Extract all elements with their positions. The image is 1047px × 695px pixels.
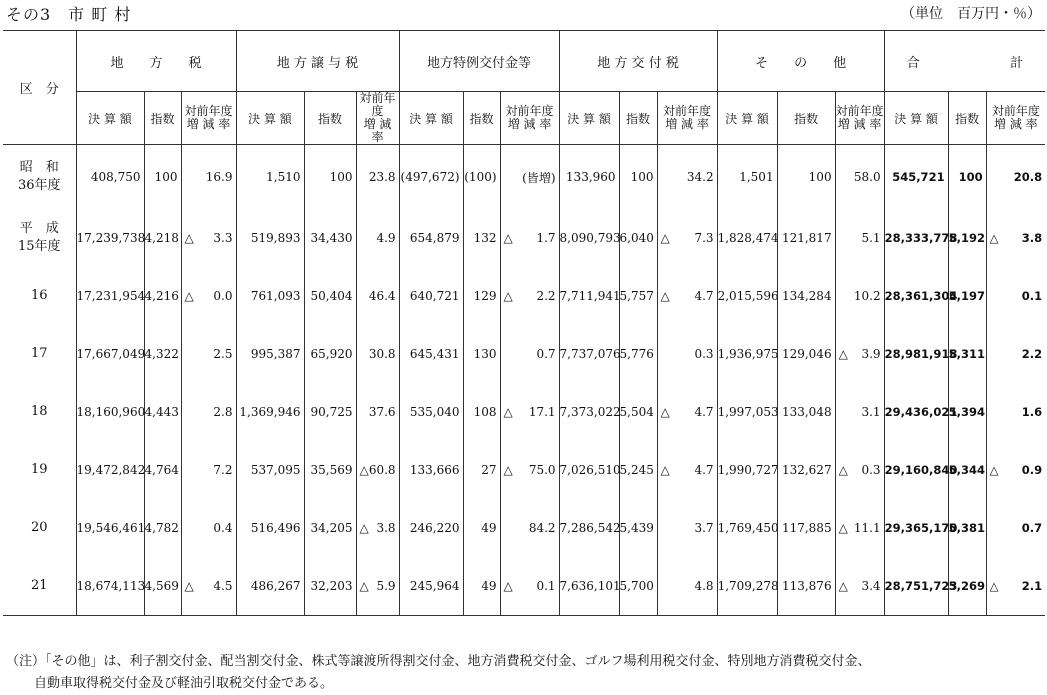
- rate-cell: [835, 325, 884, 383]
- group-header-label: 地 方 税: [110, 55, 202, 71]
- kessan-cell: 645,431: [399, 325, 463, 383]
- rate-value: 0.1: [536, 579, 556, 593]
- rate-value: 34.2: [686, 170, 714, 184]
- group-header-label: 地 方 譲 与 税: [276, 55, 359, 71]
- decrease-mark: △: [838, 521, 848, 535]
- rate-value: 75.0: [528, 463, 556, 477]
- shisu-header: 指数: [144, 92, 181, 145]
- kessan-cell: 1,936,975: [717, 325, 777, 383]
- kessan-cell: (497,672): [399, 145, 463, 210]
- rate-cell: [835, 145, 884, 210]
- group-header-3: [559, 31, 717, 92]
- shisu-cell: 49: [463, 557, 500, 616]
- kessan-cell: 245,964: [399, 557, 463, 616]
- decrease-mark: △: [503, 405, 513, 419]
- kessan-cell: 17,239,738: [76, 209, 144, 267]
- rate-value: 2.8: [213, 405, 233, 419]
- decrease-mark: △: [503, 463, 513, 477]
- rate-cell: [500, 499, 559, 557]
- kessan-cell: 1,990,727: [717, 441, 777, 499]
- rate-cell: [356, 499, 399, 557]
- rate-cell: [500, 441, 559, 499]
- kessan-cell: 28,751,723: [884, 557, 948, 616]
- table-row: [3, 209, 1045, 267]
- table-row: [3, 325, 1045, 383]
- rate-cell: [986, 441, 1045, 499]
- table-row: [3, 441, 1045, 499]
- rate-cell: [500, 383, 559, 441]
- shisu-cell: 132: [463, 209, 500, 267]
- kessan-cell: 29,365,170: [884, 499, 948, 557]
- shisu-cell: 34,430: [304, 209, 356, 267]
- kessan-cell: 545,721: [884, 145, 948, 210]
- decrease-mark: △: [838, 579, 848, 593]
- shisu-cell: 49: [463, 499, 500, 557]
- shisu-cell: 4,569: [144, 557, 181, 616]
- table-row: [3, 267, 1045, 325]
- shisu-header: 指数: [619, 92, 657, 145]
- shisu-cell: 5,192: [948, 209, 986, 267]
- kessan-cell: 133,666: [399, 441, 463, 499]
- kessan-cell: 654,879: [399, 209, 463, 267]
- kessan-cell: 133,960: [559, 145, 619, 210]
- kessan-cell: 537,095: [236, 441, 304, 499]
- kessan-cell: 1,828,474: [717, 209, 777, 267]
- rate-cell: [356, 325, 399, 383]
- shisu-cell: 5,504: [619, 383, 657, 441]
- rate-value: 3.4: [861, 579, 881, 593]
- kessan-cell: 408,750: [76, 145, 144, 210]
- decrease-mark: △: [359, 579, 369, 593]
- kessan-cell: 535,040: [399, 383, 463, 441]
- rate-cell: [356, 383, 399, 441]
- rate-value: 5.9: [376, 579, 396, 593]
- rate-cell: [356, 209, 399, 267]
- rate-cell: [500, 325, 559, 383]
- footnote-line-2: 自動車取得税交付金及び軽油引取税交付金である。: [34, 676, 334, 691]
- rate-value: 4.7: [694, 289, 714, 303]
- rate-value: 3.8: [1021, 231, 1043, 245]
- rate-value: 37.6: [368, 405, 396, 419]
- rate-value: 4.9: [376, 231, 396, 245]
- rate-value: 3.9: [861, 347, 881, 361]
- group-header-1: [236, 31, 399, 92]
- rate-cell: [657, 499, 717, 557]
- rate-value: 23.8: [368, 170, 396, 184]
- rate-cell: [657, 383, 717, 441]
- rate-cell: [181, 209, 236, 267]
- kessan-cell: 1,501: [717, 145, 777, 210]
- decrease-mark: △: [503, 579, 513, 593]
- ratio-header-top: 対前年度: [663, 104, 712, 118]
- ratio-header-top: 対前年度: [359, 91, 396, 118]
- shisu-header: 指数: [777, 92, 835, 145]
- rate-cell: [500, 209, 559, 267]
- rate-value: (皆増): [522, 170, 556, 185]
- rate-cell: [986, 267, 1045, 325]
- kessan-header: 決 算 額: [399, 92, 463, 145]
- rate-cell: [356, 145, 399, 210]
- kessan-cell: 19,472,842: [76, 441, 144, 499]
- kessan-cell: 1,769,450: [717, 499, 777, 557]
- rate-value: 4.5: [213, 579, 233, 593]
- rate-cell: [657, 267, 717, 325]
- rate-cell: [835, 267, 884, 325]
- shisu-cell: 100: [948, 145, 986, 210]
- ratio-header: [657, 92, 717, 145]
- footnote: [6, 651, 871, 695]
- decrease-mark: △: [660, 289, 670, 303]
- ratio-header: [181, 92, 236, 145]
- row-label: [3, 441, 76, 499]
- row-label: [3, 145, 76, 210]
- ratio-header-bottom: 増 減 率: [186, 117, 231, 131]
- rate-value: 58.0: [853, 170, 881, 184]
- rate-cell: [657, 145, 717, 210]
- shisu-cell: 108: [463, 383, 500, 441]
- row-label-line: 17: [30, 346, 48, 361]
- rate-value: 4.7: [694, 463, 714, 477]
- rate-value: 1.7: [536, 231, 556, 245]
- ratio-header: [356, 92, 399, 145]
- rate-cell: [835, 557, 884, 616]
- rate-cell: [986, 557, 1045, 616]
- kessan-cell: 18,160,960: [76, 383, 144, 441]
- shisu-cell: 27: [463, 441, 500, 499]
- shisu-cell: 134,284: [777, 267, 835, 325]
- decrease-mark: △: [503, 231, 513, 245]
- rate-cell: [356, 557, 399, 616]
- row-label-line: 平 成: [19, 221, 59, 236]
- shisu-cell: 5,344: [948, 441, 986, 499]
- shisu-header: 指数: [948, 92, 986, 145]
- rate-value: 5.1: [861, 231, 881, 245]
- row-label: [3, 325, 76, 383]
- rate-cell: [356, 267, 399, 325]
- ratio-header-bottom: 増 減 率: [363, 117, 392, 144]
- kessan-cell: 516,496: [236, 499, 304, 557]
- group-header-0: [76, 31, 236, 92]
- ratio-header-bottom: 増 減 率: [837, 117, 882, 131]
- decrease-mark: △: [989, 231, 999, 245]
- ratio-header-top: 対前年度: [184, 104, 233, 118]
- decrease-mark: △: [660, 231, 670, 245]
- ratio-header-bottom: 増 減 率: [994, 117, 1038, 131]
- group-header-label: 地方特例交付金等: [427, 55, 532, 71]
- decrease-mark: △: [184, 231, 194, 245]
- group-header-2: [399, 31, 559, 92]
- decrease-mark: △: [359, 463, 369, 477]
- ratio-header-bottom: 増 減 率: [665, 117, 709, 131]
- shisu-cell: 5,439: [619, 499, 657, 557]
- shisu-cell: 130: [463, 325, 500, 383]
- rate-cell: [500, 267, 559, 325]
- row-label-line: 19: [30, 462, 48, 477]
- kessan-header: 決 算 額: [884, 92, 948, 145]
- rate-value: 11.1: [853, 521, 881, 535]
- kessan-header: 決 算 額: [559, 92, 619, 145]
- rate-value: 0.3: [694, 347, 714, 361]
- shisu-cell: 65,920: [304, 325, 356, 383]
- kessan-cell: 29,436,021: [884, 383, 948, 441]
- rate-cell: [986, 383, 1045, 441]
- rate-cell: [356, 441, 399, 499]
- ratio-header: [835, 92, 884, 145]
- kessan-header: 決 算 額: [717, 92, 777, 145]
- group-header-label: 合 計: [906, 55, 1024, 71]
- shisu-cell: 4,216: [144, 267, 181, 325]
- rate-value: 0.3: [861, 463, 881, 477]
- rate-cell: [657, 557, 717, 616]
- rate-value: 20.8: [1013, 170, 1043, 184]
- rate-cell: [500, 557, 559, 616]
- shisu-cell: (100): [463, 145, 500, 210]
- decrease-mark: △: [838, 463, 848, 477]
- kessan-cell: 8,090,793: [559, 209, 619, 267]
- kessan-cell: 246,220: [399, 499, 463, 557]
- kessan-cell: 640,721: [399, 267, 463, 325]
- shisu-cell: 100: [144, 145, 181, 210]
- shisu-cell: 5,776: [619, 325, 657, 383]
- kessan-cell: 28,981,918: [884, 325, 948, 383]
- shisu-cell: 5,197: [948, 267, 986, 325]
- kessan-cell: 7,636,101: [559, 557, 619, 616]
- shisu-cell: 121,817: [777, 209, 835, 267]
- shisu-cell: 90,725: [304, 383, 356, 441]
- kessan-header: 決 算 額: [76, 92, 144, 145]
- rate-value: 0.7: [536, 347, 556, 361]
- rate-value: 0.1: [1021, 289, 1043, 303]
- kessan-cell: 2,015,596: [717, 267, 777, 325]
- decrease-mark: △: [989, 579, 999, 593]
- kubun-header: 区 分: [3, 31, 76, 145]
- shisu-cell: 100: [777, 145, 835, 210]
- kessan-cell: 1,369,946: [236, 383, 304, 441]
- kessan-header: 決 算 額: [236, 92, 304, 145]
- decrease-mark: △: [838, 347, 848, 361]
- rate-cell: [835, 209, 884, 267]
- row-label-line: 36年度: [17, 178, 61, 193]
- row-label: [3, 499, 76, 557]
- rate-cell: [657, 325, 717, 383]
- rate-value: 7.3: [694, 231, 714, 245]
- decrease-mark: △: [660, 405, 670, 419]
- decrease-mark: △: [660, 463, 670, 477]
- shisu-cell: 4,443: [144, 383, 181, 441]
- ratio-header-top: 対前年度: [991, 104, 1040, 118]
- ratio-header: [500, 92, 559, 145]
- rate-value: 10.2: [853, 289, 881, 303]
- shisu-cell: 4,218: [144, 209, 181, 267]
- kessan-cell: 519,893: [236, 209, 304, 267]
- row-label-line: 16: [30, 288, 48, 303]
- rate-cell: [181, 383, 236, 441]
- group-header-label: そ の 他: [755, 55, 847, 71]
- rate-value: 0.4: [213, 521, 233, 535]
- group-header-4: [717, 31, 884, 92]
- unit-label: （単位 百万円・％）: [901, 6, 1041, 22]
- rate-value: 17.1: [528, 405, 556, 419]
- shisu-cell: 129: [463, 267, 500, 325]
- decrease-mark: △: [184, 579, 194, 593]
- rate-cell: [181, 441, 236, 499]
- rate-value: 3.8: [376, 521, 396, 535]
- row-label: [3, 209, 76, 267]
- table-row: [3, 499, 1045, 557]
- decrease-mark: △: [503, 289, 513, 303]
- shisu-cell: 117,885: [777, 499, 835, 557]
- rate-value: 46.4: [368, 289, 396, 303]
- rate-cell: [986, 209, 1045, 267]
- ratio-header-bottom: 増 減 率: [507, 117, 552, 131]
- shisu-cell: 50,404: [304, 267, 356, 325]
- rate-value: 1.6: [1021, 405, 1043, 419]
- shisu-cell: 5,311: [948, 325, 986, 383]
- row-label-line: 21: [30, 578, 48, 593]
- rate-cell: [657, 209, 717, 267]
- rate-value: 3.3: [213, 231, 233, 245]
- rate-cell: [835, 383, 884, 441]
- shisu-cell: 4,782: [144, 499, 181, 557]
- rate-value: 0.0: [213, 289, 233, 303]
- ratio-header-top: 対前年度: [835, 104, 884, 118]
- kessan-cell: 17,667,049: [76, 325, 144, 383]
- shisu-cell: 5,757: [619, 267, 657, 325]
- kessan-cell: 29,160,840: [884, 441, 948, 499]
- ratio-header-top: 対前年度: [505, 104, 554, 118]
- row-label: [3, 557, 76, 616]
- kessan-cell: 28,361,304: [884, 267, 948, 325]
- kessan-cell: 17,231,954: [76, 267, 144, 325]
- shisu-cell: 100: [304, 145, 356, 210]
- rate-cell: [986, 325, 1045, 383]
- group-header-label: 地 方 交 付 税: [597, 55, 679, 71]
- rate-cell: [181, 325, 236, 383]
- table-row: [3, 557, 1045, 616]
- shisu-header: 指数: [304, 92, 356, 145]
- rate-cell: [986, 145, 1045, 210]
- shisu-cell: 35,569: [304, 441, 356, 499]
- footnote-line-1: （注）「その他」は、利子割交付金、配当割交付金、株式等譲渡所得割交付金、地方消費税交付金、ゴルフ場利用税交付金、特別地方消費税交付金、: [6, 654, 871, 669]
- kessan-cell: 28,333,778: [884, 209, 948, 267]
- rate-value: 84.2: [528, 521, 556, 535]
- row-label: [3, 267, 76, 325]
- row-label: [3, 383, 76, 441]
- shisu-header: 指数: [463, 92, 500, 145]
- kessan-cell: 995,387: [236, 325, 304, 383]
- kessan-cell: 1,510: [236, 145, 304, 210]
- rate-cell: [835, 441, 884, 499]
- shisu-cell: 129,046: [777, 325, 835, 383]
- shisu-cell: 5,269: [948, 557, 986, 616]
- row-label-line: 20: [30, 520, 48, 535]
- rate-value: 16.9: [205, 170, 233, 184]
- kessan-cell: 1,709,278: [717, 557, 777, 616]
- rate-value: 60.8: [368, 463, 396, 477]
- shisu-cell: 6,040: [619, 209, 657, 267]
- rate-cell: [181, 499, 236, 557]
- rate-value: 3.7: [694, 521, 714, 535]
- kessan-cell: 7,711,941: [559, 267, 619, 325]
- rate-value: 3.1: [861, 405, 881, 419]
- shisu-cell: 5,381: [948, 499, 986, 557]
- kessan-cell: 7,286,542: [559, 499, 619, 557]
- kessan-cell: 761,093: [236, 267, 304, 325]
- shisu-cell: 133,048: [777, 383, 835, 441]
- shisu-cell: 4,764: [144, 441, 181, 499]
- rate-value: 2.2: [536, 289, 556, 303]
- kessan-cell: 7,737,076: [559, 325, 619, 383]
- section-title: その3 市 町 村: [6, 5, 132, 24]
- rate-value: 0.7: [1021, 521, 1043, 535]
- shisu-cell: 5,245: [619, 441, 657, 499]
- kessan-cell: 486,267: [236, 557, 304, 616]
- rate-value: 4.7: [694, 405, 714, 419]
- kessan-cell: 19,546,461: [76, 499, 144, 557]
- ratio-header: [986, 92, 1045, 145]
- kessan-cell: 7,026,510: [559, 441, 619, 499]
- shisu-cell: 100: [619, 145, 657, 210]
- rate-cell: [181, 145, 236, 210]
- row-label-line: 昭 和: [19, 160, 59, 175]
- rate-cell: [835, 499, 884, 557]
- shisu-cell: 4,322: [144, 325, 181, 383]
- shisu-cell: 32,203: [304, 557, 356, 616]
- kessan-cell: 7,373,022: [559, 383, 619, 441]
- rate-cell: [657, 441, 717, 499]
- rate-value: 30.8: [368, 347, 396, 361]
- group-header-5: [884, 31, 1045, 92]
- rate-value: 0.9: [1021, 463, 1043, 477]
- kessan-cell: 1,997,053: [717, 383, 777, 441]
- table-row: [3, 383, 1045, 441]
- rate-value: 4.8: [694, 579, 714, 593]
- rate-value: 2.5: [213, 347, 233, 361]
- rate-value: 2.2: [1021, 347, 1043, 361]
- shisu-cell: 34,205: [304, 499, 356, 557]
- shisu-cell: 5,394: [948, 383, 986, 441]
- shisu-cell: 132,627: [777, 441, 835, 499]
- shisu-cell: 5,700: [619, 557, 657, 616]
- row-label-line: 18: [30, 404, 48, 419]
- row-label-line: 15年度: [17, 239, 61, 254]
- rate-cell: [181, 557, 236, 616]
- rate-value: 7.2: [213, 463, 233, 477]
- shisu-cell: 113,876: [777, 557, 835, 616]
- kessan-cell: 18,674,113: [76, 557, 144, 616]
- revenue-table: [3, 30, 1045, 616]
- decrease-mark: △: [359, 521, 369, 535]
- rate-cell: [181, 267, 236, 325]
- rate-cell: [500, 145, 559, 210]
- rate-cell: [986, 499, 1045, 557]
- table-row: [3, 145, 1045, 210]
- rate-value: 2.1: [1021, 579, 1043, 593]
- decrease-mark: △: [184, 289, 194, 303]
- decrease-mark: △: [989, 463, 999, 477]
